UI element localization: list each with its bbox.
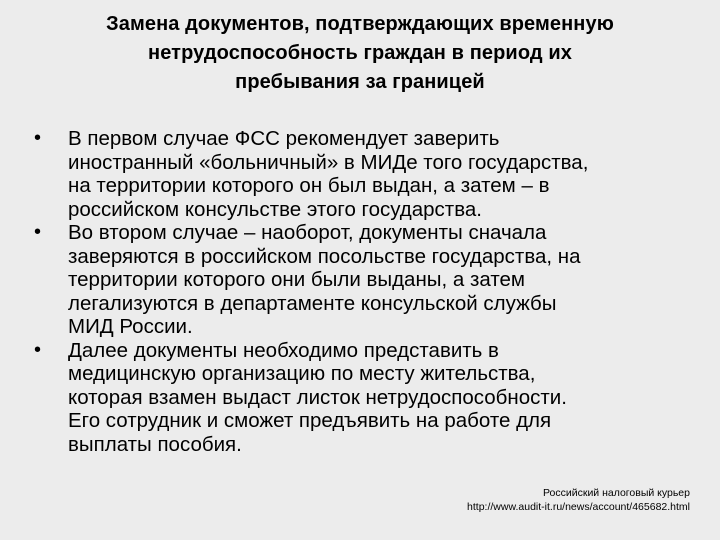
- bullet-line: иностранный «больничный» в МИДе того государства,: [68, 150, 589, 174]
- bullet-line: выплаты пособия.: [68, 432, 242, 456]
- source-name: Российский налоговый курьер: [542, 487, 690, 499]
- title-line: нетрудоспособность граждан в период их: [148, 42, 572, 64]
- bullet-list: [34, 127, 704, 456]
- bullet-line: на территории которого он был выдан, а затем – в: [68, 174, 550, 197]
- bullet-line: территории которого они были выданы, а затем: [68, 268, 525, 291]
- bullet-dot-icon: •: [34, 127, 42, 149]
- bullet-item: [34, 127, 704, 221]
- source-citation: [467, 486, 690, 514]
- bullet-dot-icon: •: [34, 338, 42, 361]
- slide-title: [40, 10, 680, 97]
- bullet-line: Далее документы необходимо представить в: [68, 338, 499, 362]
- bullet-line: российском консульстве этого государства.: [68, 197, 482, 221]
- bullet-line: В первом случае ФСС рекомендует заверить: [68, 127, 500, 150]
- title-line: пребывания за границей: [235, 71, 485, 93]
- bullet-line: МИД России.: [68, 315, 193, 338]
- title-line: Замена документов, подтверждающих временную: [106, 13, 614, 35]
- bullet-item: [34, 339, 704, 457]
- bullet-item: [34, 221, 704, 339]
- bullet-line: заверяются в российском посольстве государства, на: [68, 244, 581, 268]
- bullet-line: которая взамен выдаст листок нетрудоспособности.: [68, 385, 567, 409]
- bullet-line: медицинскую организацию по месту жительства,: [68, 362, 536, 385]
- bullet-line: Его сотрудник и сможет предъявить на работе для: [68, 409, 552, 432]
- bullet-line: легализуются в департаменте консульской службы: [68, 291, 557, 315]
- bullet-dot-icon: •: [34, 221, 42, 243]
- bullet-line: Во втором случае – наоборот, документы сначала: [68, 221, 547, 244]
- source-url: http://www.audit-it.ru/news/account/465682.html: [467, 501, 690, 513]
